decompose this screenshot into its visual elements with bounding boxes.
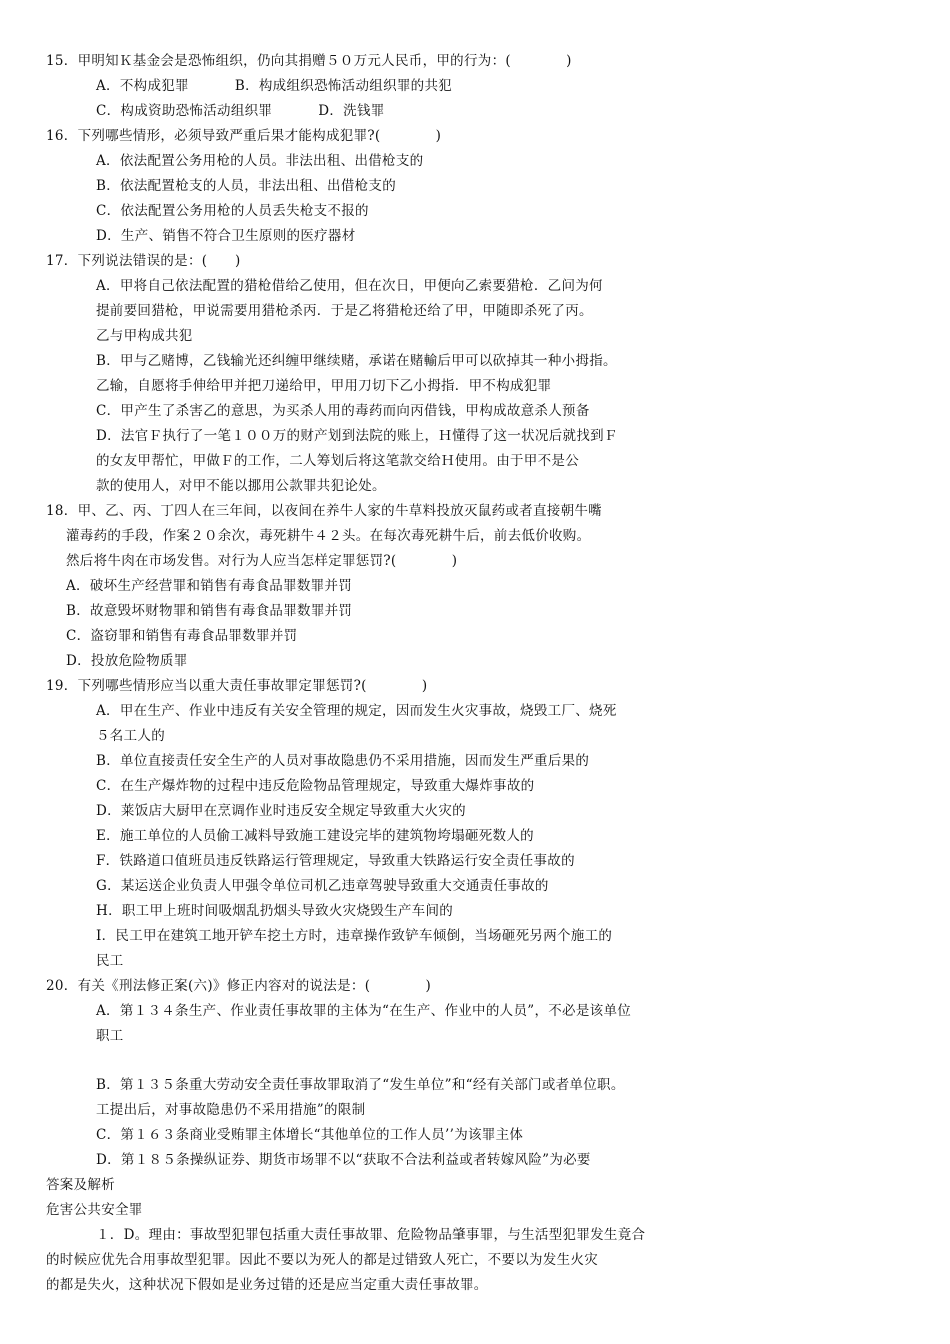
question-20-option-b-line-2: 工提出后，对事故隐患仍不采用措施”的限制 <box>96 1102 366 1118</box>
question-19-option-i-line-1: I．民工甲在建筑工地开铲车挖土方时，违章操作致铲车倾倒，当场砸死另两个施工的 <box>96 928 613 944</box>
question-20-stem: 20．有关《刑法修正案(六)》修正内容对的说法是：( ) <box>46 978 432 994</box>
question-16-stem: 16．下列哪些情形，必须导致严重后果才能构成犯罪?( ) <box>46 128 442 144</box>
question-15-options-ab <box>96 76 452 96</box>
question-19-option-f: F．铁路道口值班员违反铁路运行管理规定，导致重大铁路运行安全责任事故的 <box>96 853 575 869</box>
question-20-option-c: C．第１６３条商业受贿罪主体增长“其他单位的工作人员’’为该罪主体 <box>96 1127 524 1143</box>
question-15-option-b: B．构成组织恐怖活动组织罪的共犯 <box>234 78 453 94</box>
question-19-stem: 19．下列哪些情形应当以重大责任事故罪定罪惩罚?( ) <box>46 678 428 694</box>
question-17-option-b-line-2: 乙输，自愿将手伸给甲并把刀递给甲，甲用刀切下乙小拇指．甲不构成犯罪 <box>96 378 552 394</box>
question-15-option-a: A．不构成犯罪 <box>96 78 189 94</box>
question-16-option-d: D．生产、销售不符合卫生原则的医疗器材 <box>96 228 356 244</box>
question-20-option-b-line-1: B．第１３５条重大劳动安全责任事故罪取消了“发生单位”和“经有关部门或者单位职。 <box>96 1077 625 1093</box>
question-19-option-a-line-1: A．甲在生产、作业中违反有关安全管理的规定，因而发生火灾事故，烧毁工厂、烧死 <box>96 703 617 719</box>
question-19-option-c: C．在生产爆炸物的过程中违反危险物品管理规定，导致重大爆炸事故的 <box>96 778 535 794</box>
question-17-option-b-line-1: B．甲与乙赌博，乙钱输光还纠缠甲继续赌，承诺在赌輸后甲可以砍掉其一种小拇指。 <box>96 353 617 369</box>
answer-1-line-3: 的都是失火，这种状况下假如是业务过错的还是应当定重大责任事故罪。 <box>46 1277 488 1293</box>
question-18-option-b: B．故意毁坏财物罪和销售有毒食品罪数罪并罚 <box>66 603 353 619</box>
question-17-option-c: C．甲产生了杀害乙的意思，为买杀人用的毒药而向丙借钱，甲构成故意杀人预备 <box>96 403 590 419</box>
question-18-stem-line-2: 灌毒药的手段，作案２０余次，毒死耕牛４２头。在每次毒死耕牛后，前去低价收购。 <box>66 528 591 544</box>
question-19-option-b: B．单位直接责任安全生产的人员对事故隐患仍不采用措施，因而发生严重后果的 <box>96 753 590 769</box>
question-18-stem-line-1: 18．甲、乙、丙、丁四人在三年间，以夜间在养牛人家的牛草料投放灭鼠药或者直接朝牛嘴 <box>46 503 602 519</box>
question-19-option-h: H．职工甲上班时间吸烟乱扔烟头导致火灾烧毁生产车间的 <box>96 903 454 919</box>
question-18-option-a: A．破坏生产经营罪和销售有毒食品罪数罪并罚 <box>66 578 353 594</box>
answers-section-title: 危害公共安全罪 <box>46 1202 143 1218</box>
question-18-stem-line-3: 然后将牛肉在市场发售。对行为人应当怎样定罪惩罚?( ) <box>66 553 458 569</box>
question-17-option-a-line-1: A．甲将自己依法配置的猎枪借给乙使用，但在次日，甲便向乙索要猎枪．乙问为何 <box>96 278 603 294</box>
question-16-option-c: C．依法配置公务用枪的人员丢失枪支不报的 <box>96 203 369 219</box>
question-17-stem: 17．下列说法错误的是：( ) <box>46 253 241 269</box>
question-19-option-i-line-2: 民工 <box>96 953 124 969</box>
question-15-options-cd <box>96 101 385 121</box>
answers-heading: 答案及解析 <box>46 1177 115 1193</box>
question-18-option-c: C．盗窃罪和销售有毒食品罪数罪并罚 <box>66 628 298 644</box>
question-19-option-g: G．某运送企业负责人甲强令单位司机乙违章驾驶导致重大交通责任事故的 <box>96 878 549 894</box>
question-16-option-a: A．依法配置公务用枪的人员。非法出租、出借枪支的 <box>96 153 424 169</box>
question-18-option-d: D．投放危险物质罪 <box>66 653 188 669</box>
question-16-option-b: B．依法配置枪支的人员，非法出租、出借枪支的 <box>96 178 397 194</box>
question-17-option-a-line-3: 乙与甲构成共犯 <box>96 328 193 344</box>
question-17-option-d-line-3: 款的使用人，对甲不能以挪用公款罪共犯论处。 <box>96 478 386 494</box>
question-20-option-a-line-2: 职工 <box>96 1028 124 1044</box>
question-17-option-a-line-2: 提前要回猎枪，甲说需要用猎枪杀丙．于是乙将猎枪还给了甲，甲随即杀死了丙。 <box>96 303 593 319</box>
answer-1-line-1: １．D。理由：事故型犯罪包括重大责任事故罪、危险物品肇事罪，与生活型犯罪发生竟合 <box>96 1227 646 1243</box>
answer-1-line-2: 的时候应优先合用事故型犯罪。因此不要以为死人的都是过错致人死亡，不要以为发生火灾 <box>46 1252 598 1268</box>
question-19-option-a-line-2: ５名工人的 <box>96 728 165 744</box>
question-17-option-d-line-1: D．法官Ｆ执行了一笔１００万的财产划到法院的账上，Ｈ懂得了这一状况后就找到Ｆ <box>96 428 618 444</box>
question-15-stem: 15．甲明知Ｋ基金会是恐怖组织，仍向其捐赠５０万元人民币，甲的行为：( ) <box>46 53 572 69</box>
question-19-option-d: D．莱饭店大厨甲在烹调作业时违反安全规定导致重大火灾的 <box>96 803 466 819</box>
question-15-option-d: D．洗钱罪 <box>318 103 385 119</box>
question-20-option-d: D．第１８５条操纵证券、期货市场罪不以“获取不合法利益或者转嫁风险”为必要 <box>96 1152 591 1168</box>
question-19-option-e: E．施工单位的人员偷工减料导致施工建设完毕的建筑物垮塌砸死数人的 <box>96 828 534 844</box>
question-15-option-c: C．构成资助恐怖活动组织罪 <box>96 103 273 119</box>
question-20-option-a-line-1: A．第１３４条生产、作业责任事故罪的主体为“在生产、作业中的人员”，不必是该单位 <box>96 1003 632 1019</box>
question-17-option-d-line-2: 的女友甲帮忙，甲做Ｆ的工作，二人筹划后将这笔款交给Ｈ使用。由于甲不是公 <box>96 453 579 469</box>
